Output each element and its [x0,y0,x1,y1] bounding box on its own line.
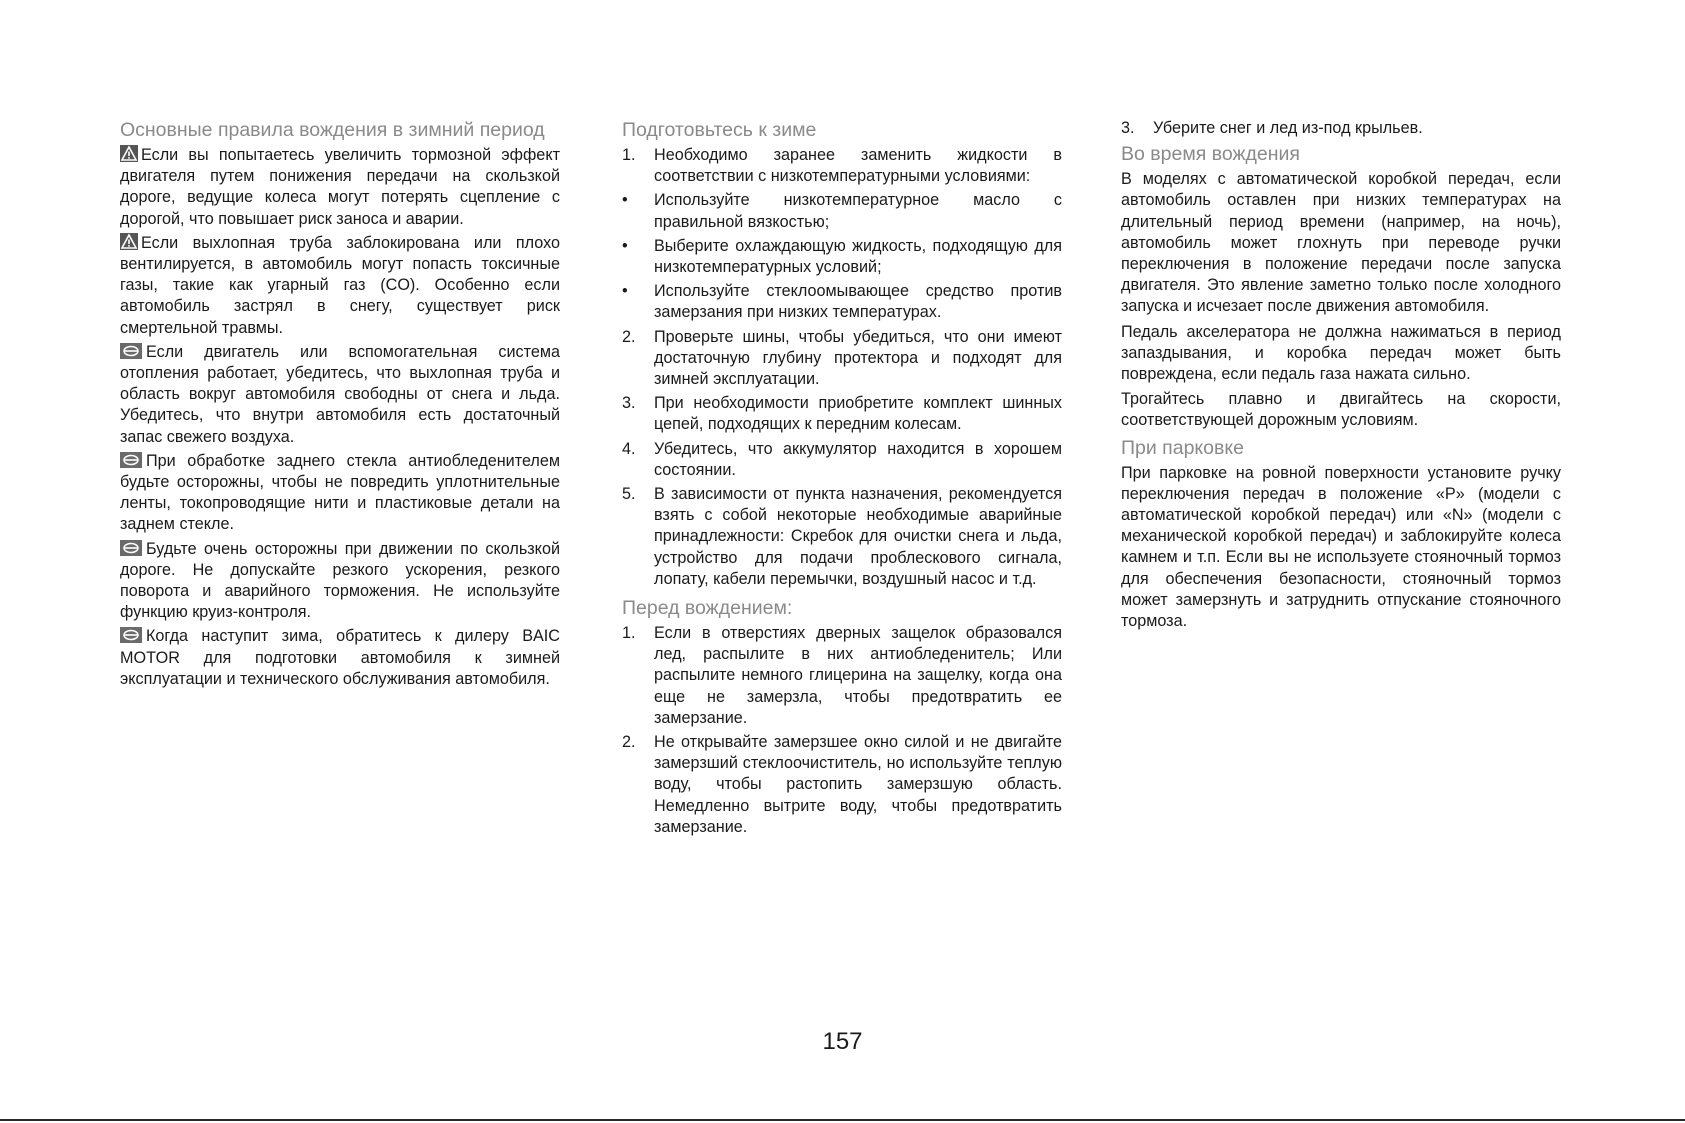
list-item [622,393,1062,435]
left-column [120,118,560,693]
note-paragraph-heating [120,342,560,448]
list-item-text: Проверьте шины, чтобы убедиться, что они имеют достаточную глубину протектора и подходят для зимней эксплуатации. [654,327,1062,389]
list-marker: 5. [622,485,636,504]
list-marker: 4. [622,439,636,458]
note-icon [120,540,142,556]
heading-during-driving: Во время вождения [1121,143,1300,166]
paragraph-text: При обработке заднего стекла антиобледенителем будьте осторожны, чтобы не повредить уплотнительные ленты, токопроводящие нити и пластиковые детали на заднем стекле. [120,451,560,534]
note-icon [120,343,142,359]
paragraph-text: Если вы попытаетесь увеличить тормозной эффект двигателя путем понижения передачи на скользкой дороге, ведущие колеса могут потерять сцепление с дорогой, что повышает риск заноса и аварии. [120,146,560,228]
note-paragraph-slippery-road [120,539,560,624]
list-item [622,145,1062,187]
list-marker: 2. [622,733,636,752]
list-marker: 1. [622,146,636,164]
warning-icon [120,145,138,162]
list-marker: 3. [622,394,636,413]
note-paragraph-rear-window [120,451,560,536]
driving-paragraph: В моделях с автоматической коробкой передач, если автомобиль оставлен при низких температурах на длительный период времени (например, на ночь), автомобиль может глохнуть при переводе ручки переключения в положение передачи после запуска двигателя. Это явление заметно только после холодного запуска и исчезает после движения автомобиля. [1121,170,1561,316]
heading-prepare-for-winter: Подготовьтесь к зиме [622,119,817,141]
warning-paragraph-exhaust [120,233,560,339]
list-item-text: Не открывайте замерзшее окно силой и не двигайте замерзший стеклоочиститель, но используйте теплую воду, чтобы растопить замерзшую область. Немедленно вытрите воду, чтобы предотвратить замерзание. [654,733,1062,836]
page-number: 157 [822,1028,863,1055]
paragraph-text: Если двигатель или вспомогательная система отопления работает, убедитесь, что выхлопная труба и область вокруг автомобиля свободны от снега и льда. Убедитесь, что внутри автомобиля есть достаточный запас свежего воздуха. [120,342,560,446]
list-item-text: В зависимости от пункта назначения, рекомендуется взять с собой некоторые необходимые аварийные принадлежности: Скребок для очистки снега и льда, устройство для подачи проблескового сигнала, лопату, кабели перемычки, воздушный насос и т.д. [654,485,1062,588]
note-icon [120,452,142,468]
paragraph-text: Когда наступит зима, обратитесь к дилеру BAIC MOTOR для подготовки автомобиля к зимней эксплуатации и технического обслуживания автомобиля. [120,627,560,688]
driving-paragraph: Педаль акселератора не должна нажиматься в период запаздывания, и коробка передач может быть повреждена, если педаль газа нажата сильно. [1121,322,1561,384]
list-item-text: Уберите снег и лед из-под крыльев. [1153,119,1423,137]
list-item-text: Убедитесь, что аккумулятор находится в хорошем состоянии. [654,439,1062,479]
list-item [622,327,1062,391]
driving-paragraph: Трогайтесь плавно и двигайтесь на скорости, соответствующей дорожным условиям. [1121,390,1561,430]
list-item [1121,118,1561,139]
warning-paragraph-engine-braking [120,145,560,230]
list-marker: 1. [622,624,636,643]
list-item-text: Если в отверстиях дверных защелок образовался лед, распылите в них антиобледенитель; Или распылите немного глицерина на защелку, когда она еще не замерзла, чтобы предотвратить ее замерзание. [654,624,1062,727]
list-item [622,236,1062,278]
list-item [622,190,1062,232]
list-item [622,732,1062,838]
list-item [622,623,1062,729]
continued-list [1121,118,1561,139]
list-item [622,484,1062,590]
note-icon [120,627,142,643]
list-item-text: Используйте стеклоомывающее средство против замерзания при низких температурах. [654,282,1062,322]
prepare-list [622,145,1062,590]
before-driving-list [622,623,1062,838]
list-item-text: Используйте низкотемпературное масло с правильной вязкостью; [654,191,1062,231]
warning-icon [120,233,138,250]
list-item-text: Необходимо заранее заменить жидкости в соответствии с низкотемпературными условиями: [654,146,1062,186]
list-item-text: При необходимости приобретите комплект шинных цепей, подходящих к передним колесам. [654,394,1062,434]
heading-winter-driving-rules: Основные правила вождения в зимний период [120,119,545,141]
list-item [622,281,1062,323]
list-marker: • [622,282,628,301]
note-paragraph-dealer [120,626,560,690]
heading-before-driving: Перед вождением: [622,597,793,620]
parking-paragraph: При парковке на ровной поверхности установите ручку переключения передач в положение «P» (модели с автоматической коробкой передач) или «N» (модели с механической коробкой передач) и заблокируйте колеса камнем и т.п. Если вы не используете стояночный тормоз для обеспечения безопасности, стояночный тормоз может замерзнуть и затруднить отпускание стояночного тормоза. [1121,463,1561,631]
list-item-text: Выберите охлаждающую жидкость, подходящую для низкотемпературных условий; [654,236,1062,277]
heading-parking: При парковке [1121,436,1244,459]
bottom-rule [0,1119,1685,1121]
list-item [622,439,1062,481]
list-marker: • [622,236,628,255]
middle-column [622,118,1062,841]
list-marker: 3. [1121,119,1135,137]
paragraph-text: Будьте очень осторожны при движении по скользкой дороге. Не допускайте резкого ускорения, резкого поворота и аварийного торможения. Не используйте функцию круиз-контроля. [120,539,560,622]
list-marker: • [622,191,628,210]
list-marker: 2. [622,327,636,346]
paragraph-text: Если выхлопная труба заблокирована или плохо вентилируется, в автомобиль могут попасть токсичные газы, такие как угарный газ (CO). Особенно если автомобиль застрял в снегу, существует риск смертельной травмы. [120,233,560,337]
right-column [1121,118,1561,635]
